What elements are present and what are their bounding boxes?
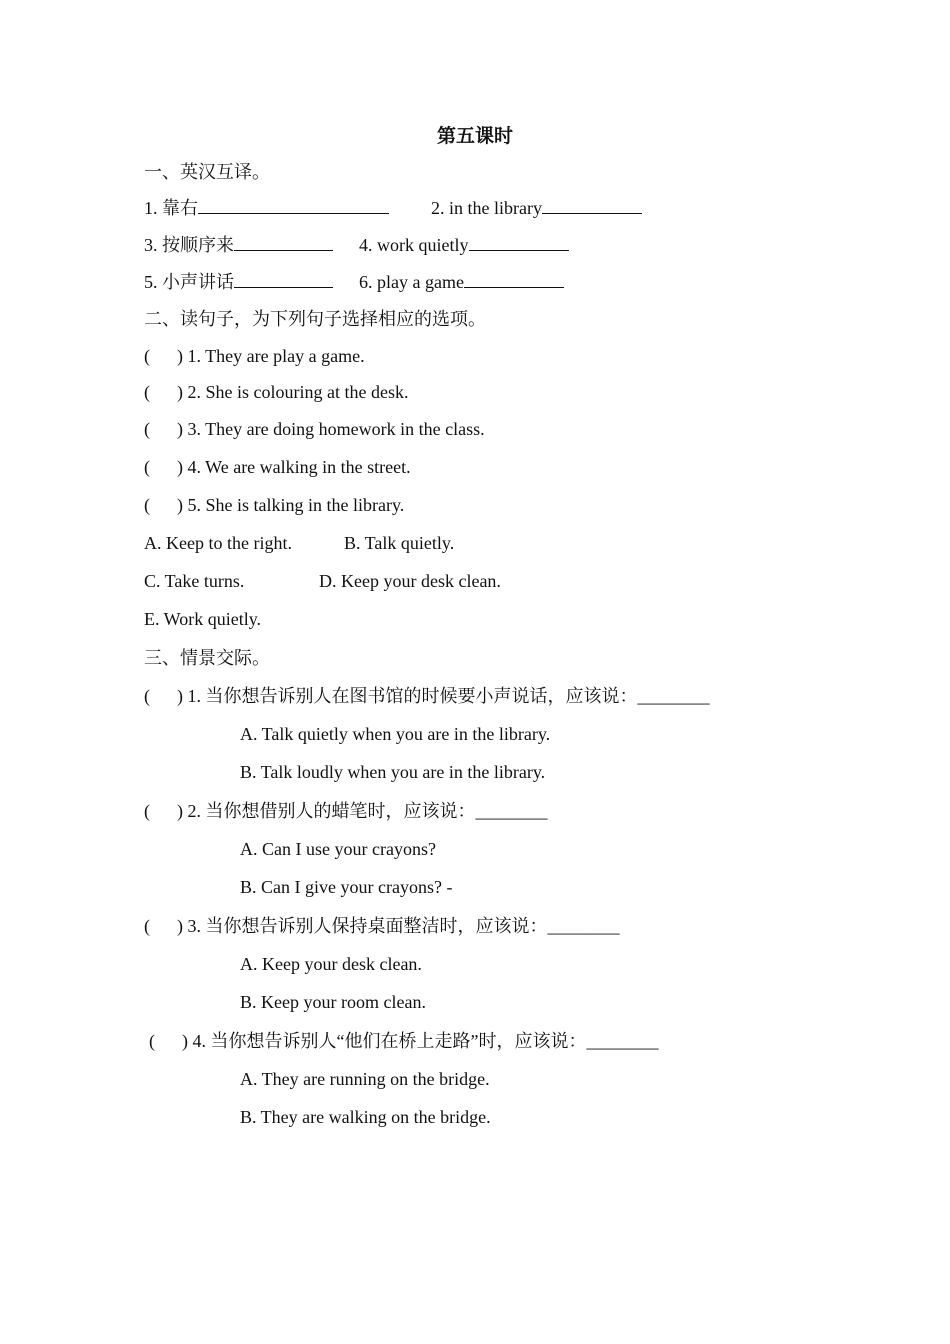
translation-item-text: 3. 按顺序来 [144, 235, 234, 255]
answer-blank[interactable] [464, 271, 564, 288]
sentence-3: ( ) 3. They are doing homework in the class. [144, 419, 485, 439]
translation-item-5 [144, 271, 333, 293]
section3-heading: 三、情景交际。 [144, 648, 270, 668]
translation-item-text: 4. work quietly [359, 235, 469, 255]
translation-item-4 [359, 234, 569, 256]
page-title: 第五课时 [436, 126, 513, 147]
sentence-4: ( ) 4. We are walking in the street. [144, 457, 411, 477]
translation-item-2 [431, 197, 642, 219]
option-b: B. Talk quietly. [344, 533, 455, 553]
question-1-choice-b: B. Talk loudly when you are in the library. [240, 762, 546, 782]
question-3-choice-a: A. Keep your desk clean. [240, 954, 422, 974]
translation-item-text: 1. 靠右 [144, 198, 198, 218]
translation-item-3 [144, 234, 333, 256]
option-a: A. Keep to the right. [144, 533, 292, 553]
sentence-5: ( ) 5. She is talking in the library. [144, 495, 405, 515]
sentence-1: ( ) 1. They are play a game. [144, 346, 365, 366]
option-e: E. Work quietly. [144, 609, 262, 629]
answer-blank[interactable] [469, 234, 569, 251]
question-4-choice-b: B. They are walking on the bridge. [240, 1107, 491, 1127]
sentence-2: ( ) 2. She is colouring at the desk. [144, 382, 409, 402]
answer-blank[interactable] [198, 197, 389, 214]
question-1-choice-a: A. Talk quietly when you are in the library. [240, 724, 551, 744]
answer-blank[interactable] [542, 197, 642, 214]
question-2-choice-b: B. Can I give your crayons? - [240, 877, 453, 897]
section1-heading: 一、英汉互译。 [144, 162, 270, 182]
question-2-choice-a: A. Can I use your crayons? [240, 839, 436, 859]
question-2-stem: ( ) 2. 当你想借别人的蜡笔时，应该说：________ [144, 801, 548, 821]
answer-blank[interactable] [234, 234, 333, 251]
translation-item-6 [359, 271, 564, 293]
option-d: D. Keep your desk clean. [319, 571, 501, 591]
answer-blank[interactable] [234, 271, 333, 288]
translation-item-text: 5. 小声讲话 [144, 272, 234, 292]
question-3-stem: ( ) 3. 当你想告诉别人保持桌面整洁时，应该说：________ [144, 916, 620, 936]
section2-heading: 二、读句子，为下列句子选择相应的选项。 [144, 309, 486, 329]
translation-item-1 [144, 197, 389, 219]
question-4-choice-a: A. They are running on the bridge. [240, 1069, 490, 1089]
option-c: C. Take turns. [144, 571, 245, 591]
translation-item-text: 6. play a game [359, 272, 464, 292]
question-4-stem: ( ) 4. 当你想告诉别人“他们在桥上走路”时，应该说：________ [149, 1031, 659, 1051]
question-1-stem: ( ) 1. 当你想告诉别人在图书馆的时候要小声说话，应该说：________ [144, 686, 710, 706]
question-3-choice-b: B. Keep your room clean. [240, 992, 426, 1012]
translation-item-text: 2. in the library [431, 198, 542, 218]
